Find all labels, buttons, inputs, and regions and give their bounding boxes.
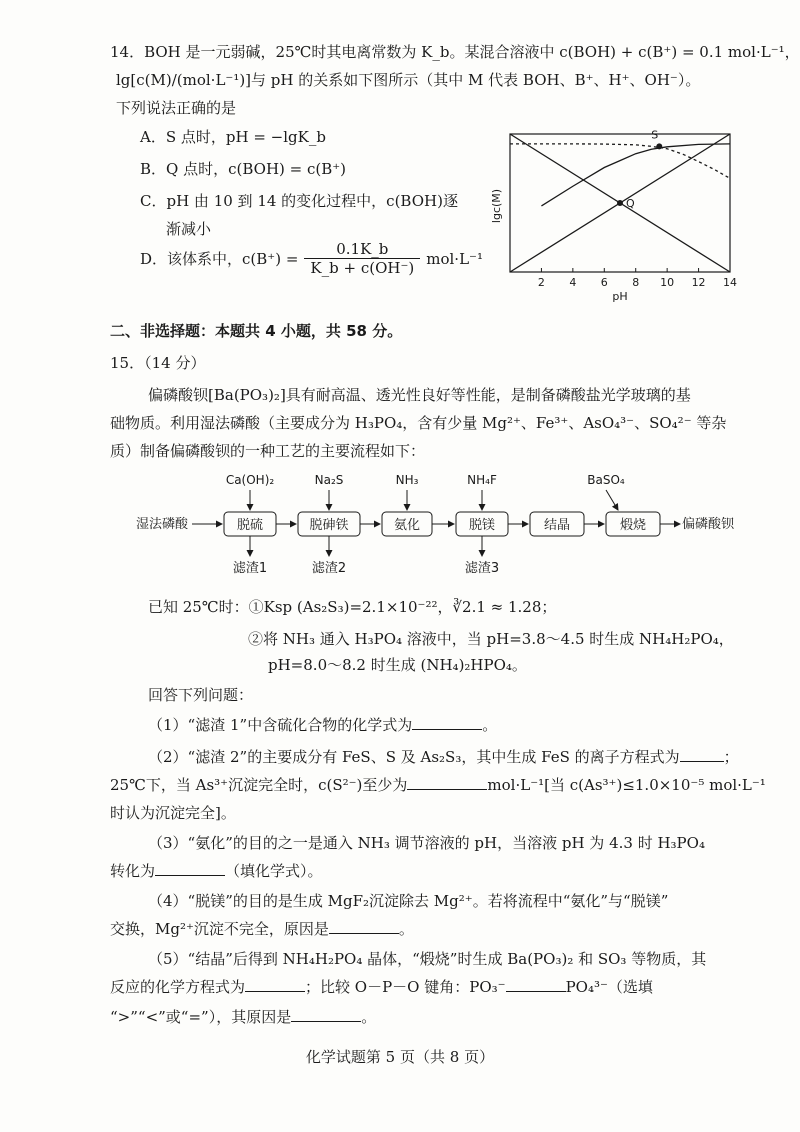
residue-label: 滤渣2 <box>311 561 347 576</box>
subquestion-5b-mid2: PO₄³⁻（选填 <box>565 978 653 996</box>
x-tick-label: 14 <box>723 276 737 289</box>
x-tick-label: 4 <box>569 276 577 289</box>
answer-blank[interactable] <box>407 775 487 790</box>
chart-series-group <box>510 128 730 272</box>
q15-heading: 15．（14 分） <box>110 354 206 372</box>
subquestion-4b <box>110 918 414 939</box>
subquestion-4a: （4）“脱镁”的目的是生成 MgF₂沉淀除去 Mg²⁺。若将流程中“氨化”与“脱镁” <box>148 892 669 910</box>
subquestion-3b-text: 转化为 <box>110 862 156 880</box>
x-tick-label: 8 <box>632 276 640 289</box>
answer-blank[interactable] <box>329 919 399 934</box>
subquestion-2b-text: 25℃下，当 As³⁺沉淀完全时，c(S²⁻)至少为 <box>110 776 408 794</box>
subquestion-5b <box>110 976 653 997</box>
chart-point-Q <box>617 200 623 206</box>
known-line-1: 已知 25℃时：①Ksp (As₂S₃)=2.1×10⁻²²，∛2.1 ≈ 1.28； <box>148 598 557 616</box>
answer-blank[interactable] <box>291 1007 361 1022</box>
y-axis-label: lgc(M) <box>490 188 503 224</box>
q14-option-c1: C．pH 由 10 到 14 的变化过程中，c(BOH)逐 <box>140 192 458 210</box>
q14-option-a: A．S 点时，pH = −lgK_b <box>140 128 326 146</box>
subquestion-2a <box>148 746 739 767</box>
flow-box-label: 脱砷铁 <box>309 518 349 533</box>
flow-box-label: 脱镁 <box>468 518 496 533</box>
subquestion-3b-end: （填化学式）。 <box>225 862 323 880</box>
q14-option-d <box>140 240 483 277</box>
reagent-label: Na₂S <box>314 473 344 487</box>
flow-box-label: 氨化 <box>393 518 421 533</box>
chart-point-S <box>656 143 662 149</box>
subquestion-3a: （3）“氨化”的目的之一是通入 NH₃ 调节溶液的 pH，当溶液 pH 为 4.3 时 H₃PO₄ <box>148 834 705 852</box>
answer-blank[interactable] <box>245 977 305 992</box>
answer-blank[interactable] <box>412 715 482 730</box>
reagent-label: NH₃ <box>395 473 419 487</box>
subquestion-2b-end: mol·L⁻¹[当 c(As³⁺)≤1.0×10⁻⁵ mol·L⁻¹ <box>487 776 766 794</box>
page-footer: 化学试题第 5 页（共 8 页） <box>305 1048 495 1066</box>
reagent-label: NH₄F <box>467 473 497 487</box>
subquestion-5b-mid: ；比较 O－P－O 键角：PO₃⁻ <box>305 978 506 996</box>
flow-end-label: 偏磷酸钡 <box>682 517 735 532</box>
q14-line3: 下列说法正确的是 <box>116 99 237 117</box>
chart-point-label-S: S <box>651 128 659 142</box>
known-line-3: pH=8.0～8.2 时生成 (NH₄)₂HPO₄。 <box>268 656 527 674</box>
q14-line1: 14．BOH 是一元弱碱，25℃时其电离常数为 K_b。某混合溶液中 c(BOH) + c(B⁺) = 0.1 mol·L⁻¹， <box>110 43 800 61</box>
reagent-label: Ca(OH)₂ <box>225 473 275 487</box>
flow-box-label: 煅烧 <box>619 518 647 533</box>
q14-option-b: B．Q 点时，c(BOH) = c(B⁺) <box>140 160 347 178</box>
known-line-2: ②将 NH₃ 通入 H₃PO₄ 溶液中，当 pH=3.8～4.5 时生成 NH₄H₂PO₄， <box>248 630 734 648</box>
x-tick-label: 10 <box>660 276 675 289</box>
subquestion-5c <box>110 1006 376 1027</box>
flow-box-label: 结晶 <box>543 518 571 533</box>
q14-option-d-unit: mol·L⁻¹ <box>426 249 483 268</box>
chart-ticks-group <box>538 268 737 289</box>
residue-label: 滤渣1 <box>232 561 268 576</box>
subquestion-5c-text: “>”“<”或“=”），其原因是 <box>110 1008 292 1026</box>
fraction-numerator: 0.1K_b <box>304 240 420 259</box>
q15-paragraph-3: 质）制备偏磷酸钡的一种工艺的主要流程如下： <box>110 442 426 460</box>
answer-blank[interactable] <box>155 861 225 876</box>
answer-blank[interactable] <box>506 977 566 992</box>
subquestion-5b-text: 反应的化学方程式为 <box>110 978 246 996</box>
x-tick-label: 6 <box>600 276 608 289</box>
q14-option-c2: 渐减小 <box>166 220 212 238</box>
chart-point-label-Q: Q <box>626 197 635 210</box>
x-tick-label: 12 <box>691 276 706 289</box>
q15-paragraph-1: 偏磷酸钡[Ba(PO₃)₂]具有耐高温、透光性良好等性能，是制备磷酸盐光学玻璃的基 <box>148 386 691 404</box>
x-axis-label: pH <box>612 290 628 303</box>
subquestion-1-text: （1）“滤渣 1”中含硫化合物的化学式为 <box>148 716 413 734</box>
flow-box-label: 脱硫 <box>236 518 264 533</box>
subquestion-2a-end: ； <box>723 748 739 766</box>
flow-start-label: 湿法磷酸 <box>136 517 189 532</box>
reagent-label: BaSO₄ <box>587 473 625 487</box>
fraction-denominator: K_b + c(OH⁻) <box>310 259 415 277</box>
subquestion-1-end: 。 <box>482 716 498 734</box>
subquestion-2c: 时认为沉淀完全]。 <box>110 804 236 822</box>
residue-label: 滤渣3 <box>464 561 500 576</box>
chart-series-solid-sigmoid <box>541 144 730 206</box>
answer-intro: 回答下列问题： <box>148 686 254 704</box>
question-14 <box>110 38 800 122</box>
subquestion-5a: （5）“结晶”后得到 NH₄H₂PO₄ 晶体，“煅烧”时生成 Ba(PO₃)₂ 和 SO₃ 等物质，其 <box>148 950 707 968</box>
subquestion-4b-end: 。 <box>398 920 414 938</box>
subquestion-1 <box>148 714 497 735</box>
q14-option-d-fraction <box>304 240 420 277</box>
section-2-title: 二、非选择题：本题共 4 小题，共 58 分。 <box>110 322 403 340</box>
x-tick-label: 2 <box>537 276 545 289</box>
q14-line2: lg[c(M)/(mol·L⁻¹)]与 pH 的关系如下图所示（其中 M 代表 BOH、B⁺、H⁺、OH⁻）。 <box>116 71 701 89</box>
q14-option-d-prefix: D．该体系中，c(B⁺) = <box>140 250 299 268</box>
answer-blank[interactable] <box>680 747 724 762</box>
q15-paragraph-2: 础物质。利用湿法磷酸（主要成分为 H₃PO₄，含有少量 Mg²⁺、Fe³⁺、AsO₄³⁻、SO₄²⁻ 等杂 <box>110 414 727 432</box>
subquestion-5c-end: 。 <box>361 1008 377 1026</box>
lgc-ph-chart <box>486 126 746 306</box>
subquestion-3b <box>110 860 323 881</box>
process-flow-diagram <box>136 466 736 586</box>
subquestion-4b-text: 交换，Mg²⁺沉淀不完全，原因是 <box>110 920 329 938</box>
subquestion-2b <box>110 774 766 795</box>
subquestion-2a-text: （2）“滤渣 2”的主要成分有 FeS、S 及 As₂S₃，其中生成 FeS 的离子方程式为 <box>148 748 680 766</box>
